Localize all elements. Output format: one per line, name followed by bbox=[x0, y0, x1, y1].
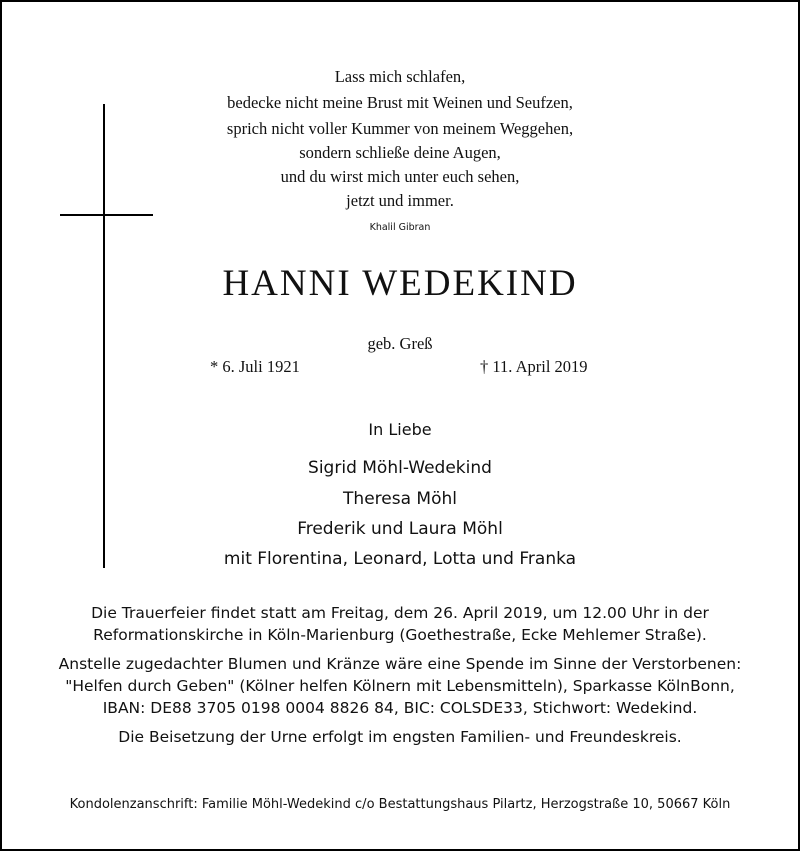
death-date: † 11. April 2019 bbox=[480, 357, 588, 376]
mourner-name: mit Florentina, Leonard, Lotta und Franka bbox=[223, 549, 577, 569]
service-info-line: Reformationskirche in Köln-Marienburg (Goethestraße, Ecke Mehlemer Straße). bbox=[93, 626, 707, 644]
poem-line: sprich nicht voller Kummer von meinem Weggehen, bbox=[226, 119, 574, 138]
cross-horizontal-bar bbox=[60, 214, 153, 216]
mourner-name: Sigrid Möhl-Wedekind bbox=[308, 458, 492, 478]
poem-author: Khalil Gibran bbox=[369, 222, 431, 233]
mourners-intro: In Liebe bbox=[368, 420, 432, 439]
condolence-address: Kondolenzanschrift: Familie Möhl-Wedekind c/o Bestattungshaus Pilartz, Herzogstraße 10, 50667 Köln bbox=[69, 797, 731, 812]
poem-line: bedecke nicht meine Brust mit Weinen und Seufzen, bbox=[227, 93, 573, 112]
deceased-name: HANNI WEDEKIND bbox=[222, 263, 578, 304]
poem-line: Lass mich schlafen, bbox=[334, 67, 466, 86]
burial-info: Die Beisetzung der Urne erfolgt im engsten Familien- und Freundeskreis. bbox=[118, 728, 682, 746]
mourner-name: Frederik und Laura Möhl bbox=[297, 519, 503, 539]
donation-info-line: IBAN: DE88 3705 0198 0004 8826 84, BIC: COLSDE33, Stichwort: Wedekind. bbox=[102, 699, 698, 717]
donation-info-line: "Helfen durch Geben" (Kölner helfen Kölnern mit Lebensmitteln), Sparkasse KölnBonn, bbox=[65, 677, 735, 695]
donation-info-line: Anstelle zugedachter Blumen und Kränze wäre eine Spende im Sinne der Verstorbenen: bbox=[58, 655, 742, 673]
maiden-name: geb. Greß bbox=[367, 334, 433, 353]
birth-date: * 6. Juli 1921 bbox=[210, 357, 300, 376]
service-info-line: Die Trauerfeier findet statt am Freitag, dem 26. April 2019, um 12.00 Uhr in der bbox=[91, 604, 709, 622]
poem-line: jetzt und immer. bbox=[346, 191, 454, 210]
poem-line: und du wirst mich unter euch sehen, bbox=[280, 167, 520, 186]
mourner-name: Theresa Möhl bbox=[343, 489, 457, 509]
poem-line: sondern schließe deine Augen, bbox=[299, 143, 501, 162]
